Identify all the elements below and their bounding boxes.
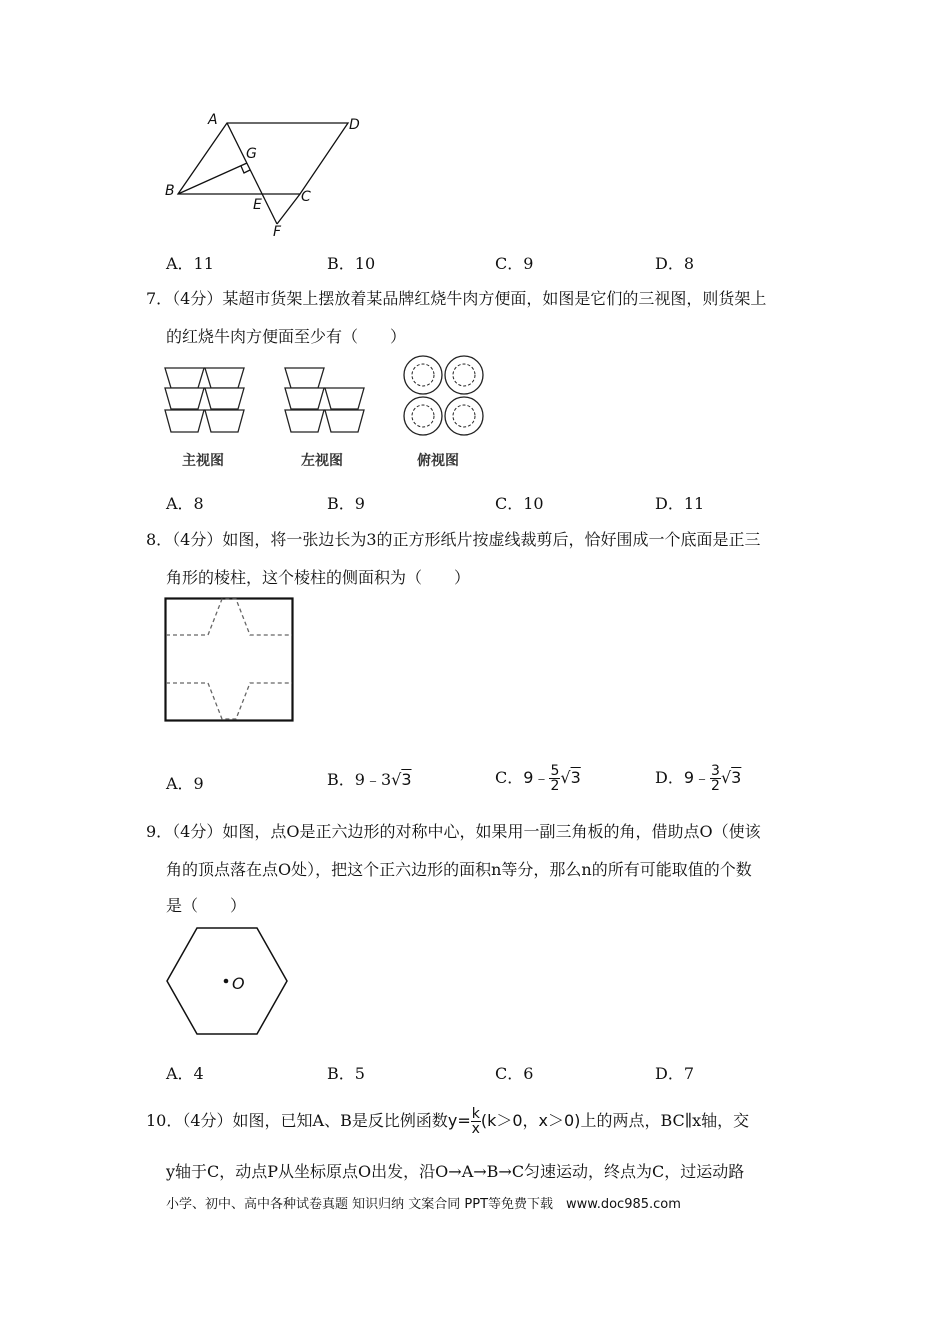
q9-text-line2: 角的顶点落在点O处），把这个正六边形的面积n等分，那么n的所有可能取值的个数 [166,860,752,879]
q7-option-b: B．9 [327,494,365,513]
hexagon-center-label: O [232,974,245,993]
q7-text-line2: 的红烧牛肉方便面至少有（ ） [166,327,407,346]
figure-label-d: D [349,117,360,133]
q8-text-line1: 8．（4分）如图，将一张边长为3的正方形纸片按虚线裁剪后，恰好围成一个底面是正三 [146,530,761,549]
q10-function-numerator: k [471,1106,480,1122]
q7-option-a: A．8 [166,494,204,513]
q10-line1-suffix: 上的两点，BC∥x轴，交 [580,1111,750,1130]
q9-option-c: C．6 [495,1064,534,1083]
q8-option-c-numerator: 5 [550,763,560,779]
q9-option-d: D．7 [655,1064,695,1083]
page-footer: 小学、初中、高中各种试卷真题 知识归纳 文案合同 PPT等免费下载 www.doc985.com [166,1197,681,1212]
q6-option-b: B．10 [327,254,376,273]
q10-function-condition: (k＞0，x＞0) [480,1111,581,1130]
radical-icon: √ [720,768,732,787]
q8-option-d: D．9﹣ $\frac{3}{2}$ √3 [655,763,742,794]
q6-parallelogram-figure [160,110,370,245]
q7-caption-left: 左视图 [301,453,343,469]
q10-function-fraction [471,1107,481,1136]
q8-option-c-radicand: 3 [570,768,581,787]
q7-caption-front: 主视图 [182,453,224,469]
q8-option-c-prefix: C． [495,768,524,787]
q10-text-line2: y轴于C，动点P从坐标原点O出发，沿O→A→B→C匀速运动，终点为C，过运动路 [166,1162,745,1181]
figure-label-c: C [301,189,311,205]
q8-option-d-lead: 9 [683,768,695,787]
q8-option-a: A．9 [166,774,204,793]
q7-top-view [403,355,485,437]
q8-square-paper-figure [164,597,295,723]
radical-icon: √ [391,770,402,789]
q9-text-line3: 是（ ） [166,896,247,915]
q8-option-c-denominator: 2 [550,778,560,794]
figure-label-e: E [253,197,262,213]
q8-option-b [327,770,412,790]
q7-left-view [284,366,366,436]
q8-option-c-fraction [549,764,560,793]
q10-line1-prefix: 10．（4分）如图，已知A、B是反比例函数 [146,1111,448,1130]
figure-label-b: B [165,183,175,199]
q8-option-c-lead: 9 [523,768,534,787]
q6-option-d: D．8 [655,254,695,273]
q8-option-d-radicand: 3 [731,768,742,787]
q9-option-a: A．4 [166,1064,204,1083]
q7-caption-top: 俯视图 [417,453,459,469]
q7-text-line1: 7．（4分）某超市货架上摆放着某品牌红烧牛肉方便面，如图是它们的三视图，则货架上 [146,289,767,308]
q8-option-b-radicand: 3 [401,770,412,789]
q9-option-b: B．5 [327,1064,365,1083]
figure-label-g: G [246,146,257,162]
q7-option-d: D．11 [655,494,705,513]
q7-option-c: C．10 [495,494,544,513]
q9-hexagon-figure [164,926,290,1036]
q8-option-d-denominator: 2 [711,778,720,794]
figure-label-f: F [273,224,282,240]
q6-option-a: A．11 [166,254,214,273]
q8-option-b-prefix: B．9﹣3 [327,770,392,789]
q6-option-c: C．9 [495,254,534,273]
q8-option-d-numerator: 3 [711,763,720,779]
figure-label-a: A [208,112,218,128]
q8-option-d-fraction [710,764,721,793]
q10-function-y: y= [447,1111,471,1130]
q9-text-line1: 9．（4分）如图，点O是正六边形的对称中心，如果用一副三角板的角，借助点O（使该 [146,822,761,841]
q10-text-line1 [146,1107,749,1136]
radical-icon: √ [560,768,571,787]
q8-option-d-prefix: D． [655,768,684,787]
q7-front-view [164,366,246,436]
q8-option-c: C．9﹣ $\frac{5}{2}$ √3 [495,763,581,794]
q8-text-line2: 角形的棱柱，这个棱柱的侧面积为（ ） [166,568,471,587]
q10-function-denominator: x [471,1121,480,1137]
